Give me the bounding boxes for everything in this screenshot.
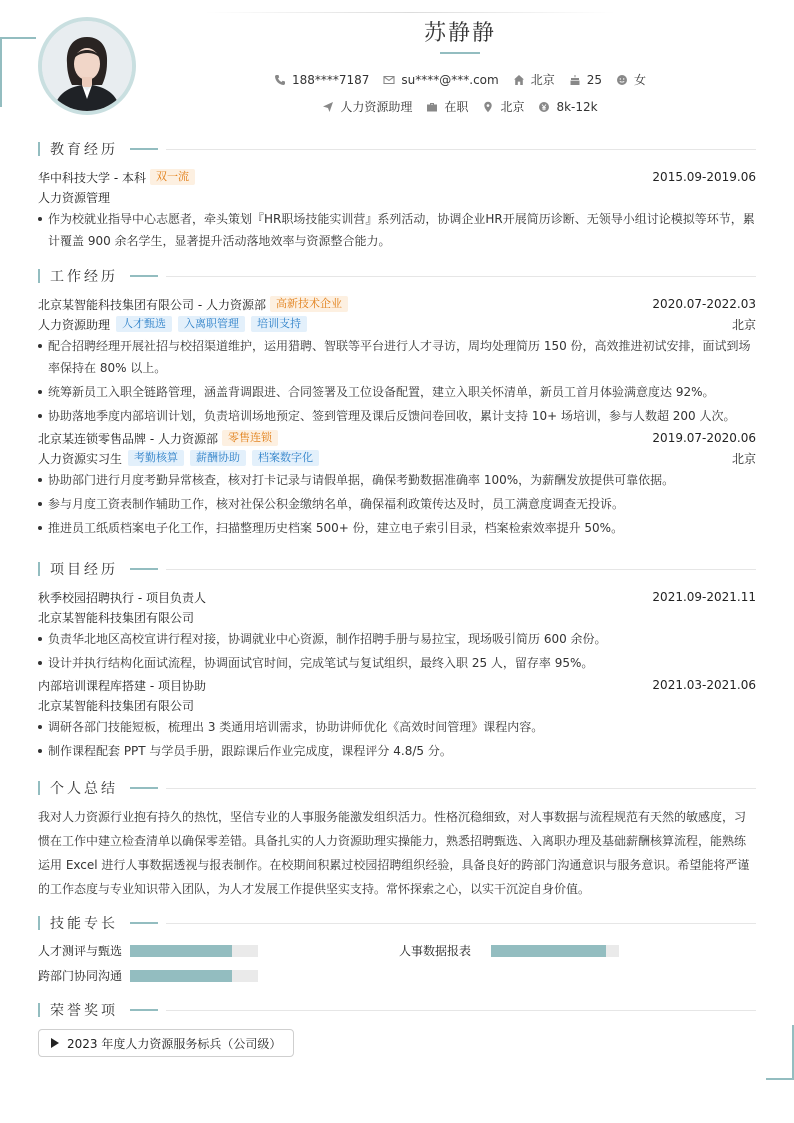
smile-icon [616,74,628,86]
projects-section [38,560,756,762]
section-title: 个人总结 [50,781,118,797]
section-line [166,788,756,789]
award-item [38,1029,294,1057]
section-bar [38,562,40,576]
salary-text: 8k-12k [556,99,598,114]
work-bullet: 参与月度工资表制作辅助工作，核对社保公积金缴纳名单，确保福利政策传达及时，员工满意度调查无投诉。 [38,493,756,515]
work-role-row [38,449,756,467]
project-title: 秋季校园招聘执行 - 项目负责人 [38,590,206,605]
candidate-name: 苏静静 [423,21,496,46]
cake-icon [569,74,581,86]
gender-info [616,71,646,88]
work-date: 2020.07-2022.03 [652,297,756,311]
job-intent-row [0,98,794,115]
work-role-row [38,315,756,333]
section-title: 教育经历 [50,142,118,158]
section-title: 荣誉奖项 [50,1003,118,1019]
section-header [38,140,756,158]
company-tag: 高新技术企业 [270,296,348,312]
status-text: 在职 [444,100,469,114]
skill-tag: 培训支持 [251,316,307,332]
target-city-info [482,98,524,115]
email-text: su****@***.com [401,72,499,87]
section-bar [38,916,40,930]
briefcase-icon [426,101,438,113]
work-company-row [38,293,756,315]
work-city: 北京 [731,451,756,466]
major-row [38,188,756,206]
work-bullet: 协助部门进行月度考勤异常核查，核对打卡记录与请假单据，确保考勤数据准确率 100%，为薪酬发放提供可靠依据。 [38,469,756,491]
work-bullet: 推进员工纸质档案电子化工作，扫描整理历史档案 500+ 份，建立电子索引目录，档案检索效率提升 50%。 [38,517,756,539]
section-dash [130,148,158,150]
skill-item [399,942,756,959]
money-icon [538,101,550,113]
school-name: 华中科技大学 - 本科 [38,170,146,185]
honors-section [38,1001,756,1057]
skill-fill [130,945,232,957]
company-tag: 零售连锁 [222,430,278,446]
section-line [166,923,756,924]
age-info [569,71,602,88]
skill-name: 人才测评与甄选 [38,944,123,958]
play-triangle-icon [51,1038,59,1048]
summary-section [38,779,756,901]
section-header [38,560,756,578]
project-title-row [38,586,756,608]
section-bar [38,781,40,795]
section-title: 工作经历 [50,269,118,285]
company-name: 北京某智能科技集团有限公司 - 人力资源部 [38,297,266,312]
gender-text: 女 [634,73,647,87]
email-icon [383,74,395,86]
skill-item [38,942,399,959]
section-dash [130,275,158,277]
location-text: 北京 [530,73,555,87]
skill-bar [130,970,258,982]
name-underline [440,52,480,54]
project-bullet: 调研各部门技能短板，梳理出 3 类通用培训需求，协助讲师优化《高效时间管理》课程内容。 [38,716,756,738]
award-text: 2023 年度人力资源服务标兵（公司级） [67,1036,282,1051]
education-date: 2015.09-2019.06 [652,170,756,184]
header-top-line [205,12,615,13]
skill-fill [130,970,232,982]
skills-section [38,914,756,984]
company-name: 北京某连锁零售品牌 - 人力资源部 [38,431,218,446]
school-tag: 双一流 [150,169,195,185]
phone-info [274,71,369,88]
home-icon [513,74,525,86]
work-bullet: 配合招聘经理开展社招与校招渠道维护，运用猎聘、智联等平台进行人才寻访，周均处理简历 150 份，高效推进初试安排，面试到场率保持在 80% 以上。 [38,335,756,379]
target-position-info [322,98,412,115]
section-title: 技能专长 [50,916,118,932]
section-line [166,1010,756,1011]
project-title: 内部培训课程库搭建 - 项目协助 [38,678,206,693]
section-line [166,276,756,277]
section-dash [130,568,158,570]
skill-tag: 人才甄选 [116,316,172,332]
project-date: 2021.03-2021.06 [652,678,756,692]
project-bullet: 负责华北地区高校宣讲行程对接，协调就业中心资源，制作招聘手册与易拉宝，现场吸引简历 600 余份。 [38,628,756,650]
status-info [426,98,468,115]
corner-decoration-bottom-right [766,1025,794,1080]
skill-name: 人事数据报表 [399,944,472,958]
skill-tag: 薪酬协助 [190,450,246,466]
section-line [166,149,756,150]
skill-bar [130,945,258,957]
work-company-row [38,427,756,449]
project-org: 北京某智能科技集团有限公司 [38,610,195,625]
skill-tag: 考勤核算 [128,450,184,466]
age-text: 25 [586,72,603,87]
role-name: 人力资源实习生 [38,451,123,466]
project-org-row [38,696,756,714]
project-bullet: 制作课程配套 PPT 与学员手册，跟踪课后作业完成度，课程评分 4.8/5 分。 [38,740,756,762]
work-section [38,267,756,539]
skill-tag: 档案数字化 [252,450,319,466]
contact-row [0,71,794,88]
work-bullet: 协助落地季度内部培训计划，负责培训场地预定、签到管理及课后反馈问卷回收，累计支持 10+ 场培训，参与人数超 200 人次。 [38,405,756,427]
section-dash [130,1009,158,1011]
email-info [383,71,498,88]
major: 人力资源管理 [38,190,111,205]
section-title: 项目经历 [50,562,118,578]
phone-text: 188****7187 [291,72,370,87]
section-line [166,569,756,570]
work-city: 北京 [731,317,756,332]
section-bar [38,1003,40,1017]
phone-icon [274,74,286,86]
target-city-text: 北京 [500,100,525,114]
section-header [38,914,756,932]
send-icon [322,101,334,113]
location-pin-icon [482,101,494,113]
section-dash [130,787,158,789]
work-date: 2019.07-2020.06 [652,431,756,445]
summary-text: 我对人力资源行业抱有持久的热忱，坚信专业的人事服务能激发组织活力。性格沉稳细致，对人事数据与流程规范有天然的敏感度，习惯在工作中建立检查清单以确保零差错。具备扎实的人力资源助理实操能力，熟悉招聘甄选、入离职办理及基础薪酬核算流程，能熟练运用 Excel 进行人事数据透视与报表制作。在校期间积累过校园招聘组织经验，具备良好的跨部门沟通意识与服务意识。希望能将严谨的工作态度与专业知识带入团队，为人才发展工作提供坚实支持。常怀探索之心，以实干沉淀自身价值。 [38,810,750,896]
skill-item [38,967,399,984]
skill-tag: 入离职管理 [178,316,245,332]
education-section [38,140,756,252]
section-header [38,779,756,797]
project-date: 2021.09-2021.11 [652,590,756,604]
project-title-row [38,674,756,696]
role-name: 人力资源助理 [38,317,111,332]
section-bar [38,269,40,283]
target-position-text: 人力资源助理 [340,100,413,114]
skill-name: 跨部门协同沟通 [38,969,123,983]
section-bar [38,142,40,156]
project-bullet: 设计并执行结构化面试流程，协调面试官时间，完成笔试与复试组织，最终入职 25 人，留存率 95%。 [38,652,756,674]
work-bullet: 统筹新员工入职全链路管理，涵盖背调跟进、合同签署及工位设备配置，建立入职关怀清单，新员工首月体验满意度达 92%。 [38,381,756,403]
skills-grid [38,942,756,984]
project-org-row [38,608,756,626]
section-header [38,267,756,285]
education-row [38,166,756,188]
salary-info [538,98,597,115]
skill-bar [491,945,619,957]
project-org: 北京某智能科技集团有限公司 [38,698,195,713]
education-bullet: 作为校就业指导中心志愿者，牵头策划『HR职场技能实训营』系列活动，协调企业HR开展简历诊断、无领导小组讨论模拟等环节，累计覆盖 900 余名学生，显著提升活动落地效率与资源整合能力。 [38,208,756,252]
section-dash [130,922,158,924]
skill-fill [491,945,606,957]
location-info [513,71,555,88]
section-header [38,1001,756,1019]
